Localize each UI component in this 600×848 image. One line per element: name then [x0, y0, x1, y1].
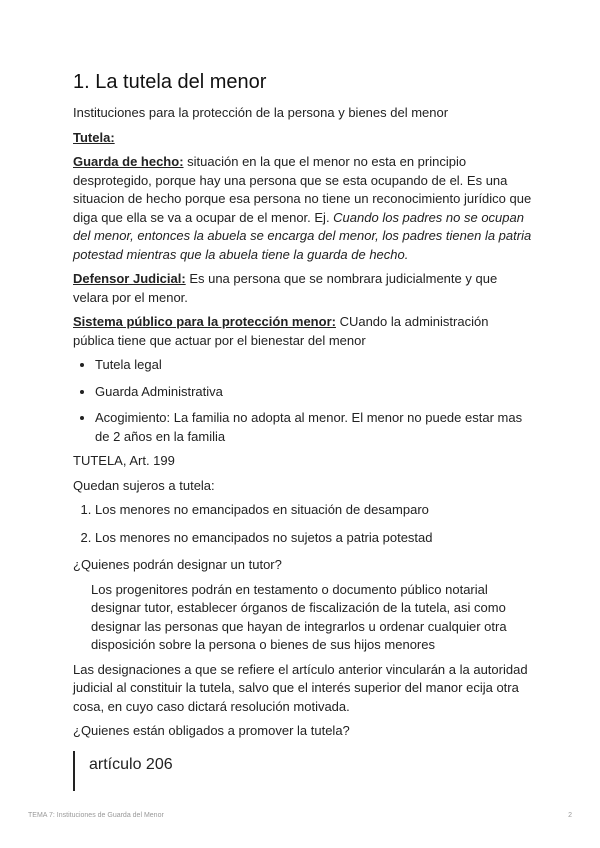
callout-block: [73, 751, 533, 789]
answer-designar: Los progenitores podrán en testamento o documento público notarial designar tutor, establecer órganos de fiscalización de la tutela, asi como designar las personas que hayan de integrarlos u ordenar cualquier otra disposición sobre la persona o bienes de sus hijos menores: [91, 581, 507, 652]
list-item: 2. Los menores no emancipados no sujetos a patria potestad: [95, 529, 533, 548]
guarda-label: Guarda de hecho:: [73, 154, 184, 169]
numbered-list: [73, 501, 533, 547]
page-title: 1. La tutela del menor: [73, 71, 267, 93]
callout-text: artículo 206: [89, 755, 173, 773]
question-promover: ¿Quienes están obligados a promover la tutela?: [73, 723, 350, 738]
list-item: • Tutela legal: [95, 356, 533, 375]
defensor-paragraph: [73, 270, 533, 307]
tutela-label: Tutela:: [73, 129, 115, 145]
page-number: 2: [568, 812, 572, 819]
list-item: • Acogimiento: La familia no adopta al menor. El menor no puede estar mas de 2 años en la familia: [95, 409, 533, 446]
defensor-text: Es una persona que se nombrara judicialmente y que velara por el menor.: [73, 271, 498, 305]
guarda-example: Cuando los padres no se ocupan del menor, entonces la abuela se encarga del menor, los padres tienen la patria potestad mientras que la abuela tiene la guarda de hecho.: [73, 209, 532, 262]
sujetos-text: Quedan sujeros a tutela:: [73, 477, 215, 493]
designaciones-paragraph: Las designaciones a que se refiere el artículo anterior vincularán a la autoridad judicial al constituir la tutela, salvo que el interés superior del manor ecija otra cosa, en cuyo caso dictará resolución motivada.: [73, 661, 528, 714]
bullet-list: [73, 356, 533, 446]
footer-title: TEMA 7: Instituciones de Guarda del Menor: [28, 812, 164, 819]
sistema-text: CUando la administración pública tiene que actuar por el bienestar del menor: [73, 314, 489, 348]
callout-bar: [73, 751, 75, 791]
list-item: • Guarda Administrativa: [95, 383, 533, 402]
question-designar: ¿Quienes podrán designar un tutor?: [73, 557, 282, 572]
guarda-text: situación en la que el menor no esta en principio desprotegido, porque hay una persona que se esta ocupando de el. Es una situacion de hecho porque esa persona no tiene un reconocimiento jurídico que diga que ella se va a ocupar de el menor. Ej.: [73, 154, 532, 225]
tutela-heading: [73, 129, 533, 148]
guarda-paragraph: [73, 153, 533, 264]
defensor-label: Defensor Judicial:: [73, 271, 186, 286]
list-item: 1. Los menores no emancipados en situación de desamparo: [95, 501, 533, 520]
sistema-paragraph: [73, 313, 533, 350]
sistema-label: Sistema público para la protección menor:: [73, 314, 336, 329]
page-footer: [28, 812, 572, 819]
subtitle: Instituciones para la protección de la persona y bienes del menor: [73, 105, 449, 120]
page-content: [73, 68, 533, 789]
art-199: TUTELA, Art. 199: [73, 453, 175, 468]
